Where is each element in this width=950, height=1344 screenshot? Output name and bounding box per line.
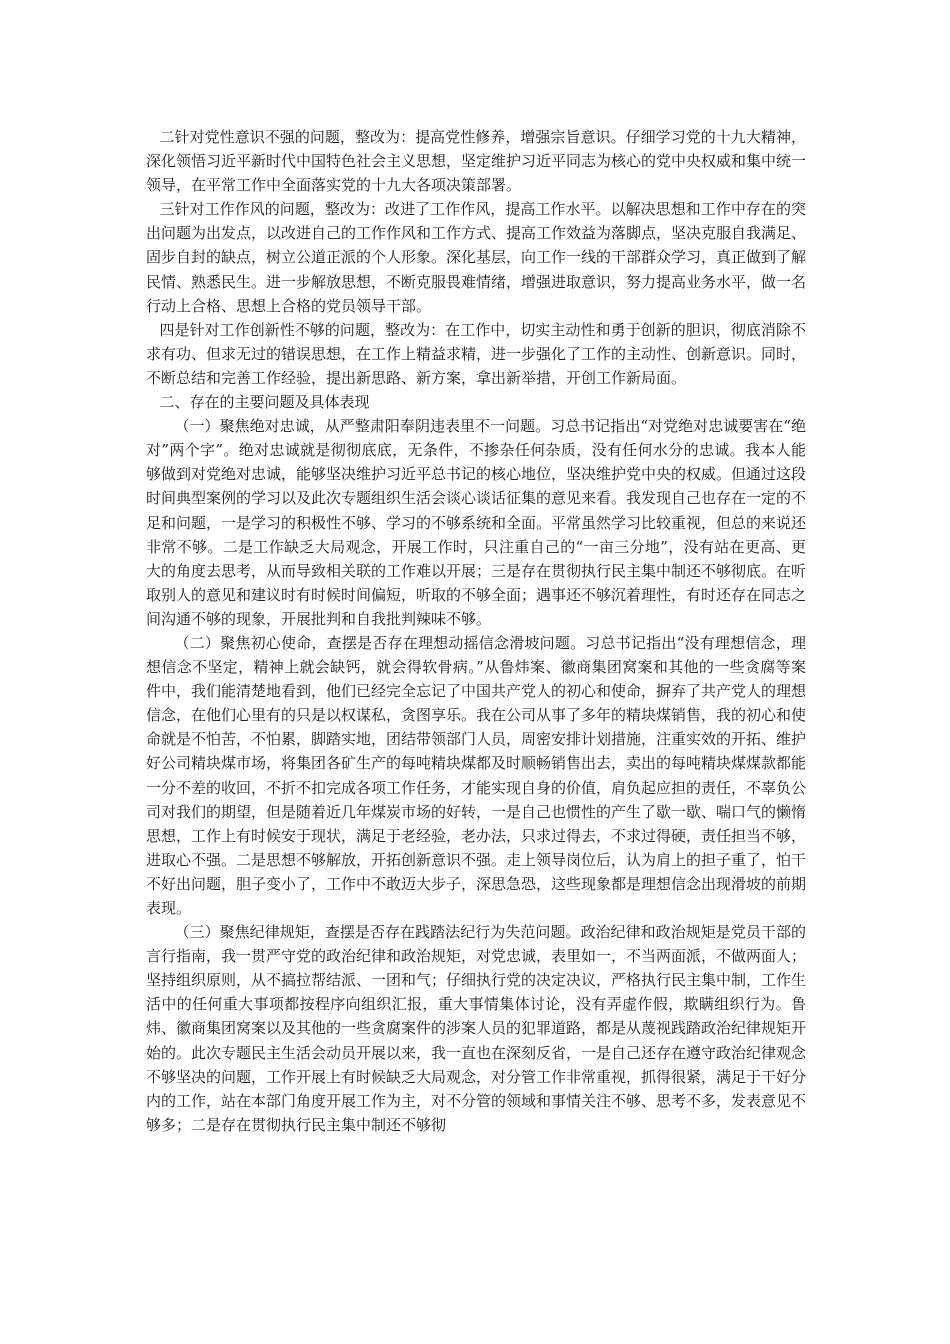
section-heading-main-problems: 二、存在的主要问题及具体表现 bbox=[159, 393, 370, 412]
paragraph-discipline-rules: （三）聚焦纪律规矩，查摆是否存在践踏法纪行为失范问题。政治纪律和政治规矩是党员干部的言行指南，我一贯严守党的政治纪律和政治规矩，对党忠诚，表里如一，不当两面派，不做两面人；坚持组织原则，从不搞拉帮结派、一团和气；仔细执行党的决定决议，严格执行民主集中制，工作生活中的任何重大事项都按程序向组织汇报，重大事情集体讨论，没有弄虚作假，欺瞒组织行为。鲁炜、徽商集团窝案以及其他的一些贪腐案件的涉案人员的犯罪道路，都是从蔑视践踏政治纪律规矩开始的。此次专题民主生活会动员开展以来，我一直也在深刻反省，一是自己还存在遵守政治纪律观念不够坚决的问题，工作开展上有时候缺乏大局观念，对分管工作非常重视，抓得很紧，满足于干好分内的工作，站在本部门角度开展工作为主，对不分管的领域和事情关注不够、思考不多，发表意见不够多；二是存在贯彻执行民主集中制还不够彻 bbox=[146, 923, 807, 1134]
paragraph-original-mission: （二）聚焦初心使命，查摆是否存在理想动摇信念滑坡问题。习总书记指出“没有理想信念，理想信念不坚定，精神上就会缺钙，就会得软骨病。”从鲁炜案、徽商集团窝案和其他的一些贪腐等案件中，我们能清楚地看到，他们已经完全忘记了中国共产党人的初心和使命，摒弃了共产党人的理想信念，在他们心里有的只是以权谋私，贪图享乐。我在公司从事了多年的精块煤销售，我的初心和使命就是不怕苦，不怕累，脚踏实地，团结带领部门人员，周密安排计划措施，注重实效的开拓、维护好公司精块煤市场，将集团各矿生产的每吨精块煤都及时顺畅销售出去，卖出的每吨精块煤煤款都能一分不差的收回，不折不扣完成各项工作任务，才能实现自身的价值，肩负起应担的责任，不辜负公司对我们的期望，但是随着近几年煤炭市场的好转，一是自己也惯性的产生了歇一歇、喘口气的懒惰思想，工作上有时候安于现状，满足于老经验，老办法，只求过得去，不求过得硬，责任担当不够，进取心不强。二是思想不够解放，开拓创新意识不强。走上领导岗位后，认为肩上的担子重了，怕干不好出问题，胆子变小了，工作中不敢迈大步子，深思急恐，这些现象都是理想信念出现滑坡的前期表现。 bbox=[146, 633, 807, 917]
document-page bbox=[146, 125, 806, 1137]
paragraph-rectification-innovation: 四是针对工作创新性不够的问题，整改为：在工作中，切实主动性和勇于创新的胆识，彻底消除不求有功、但求无过的错误思想，在工作上精益求精，进一步强化了工作的主动性、创新意识。同时，不断总结和完善工作经验，提出新思路、新方案，拿出新举措，开创工作新局面。 bbox=[146, 320, 807, 387]
paragraph-rectification-work-style: 三针对工作作风的问题，整改为：改进了工作作风，提高工作水平。以解决思想和工作中存在的突出问题为出发点，以改进自己的工作作风和工作方式、提高工作效益为落脚点，坚决克服自我满足、固步自封的缺点，树立公道正派的个人形象。深化基层，向工作一线的干部群众学习，真正做到了解民情、熟悉民生。进一步解放思想，不断克服畏难情绪，增强进取意识，努力提高业务水平，做一名行动上合格、思想上合格的党员领导干部。 bbox=[146, 200, 807, 315]
paragraph-absolute-loyalty: （一）聚焦绝对忠诚，从严整肃阳奉阴违表里不一问题。习总书记指出“对党绝对忠诚要害在“绝对”两个字”。绝对忠诚就是彻彻底底，无条件，不掺杂任何杂质，没有任何水分的忠诚。我本人能够做到对党绝对忠诚，能够坚决维护习近平总书记的核心地位，坚决维护党中央的权威。但通过这段时间典型案例的学习以及此次专题组织生活会谈心谈话征集的意见来看。我发现自己也存在一定的不足和问题，一是学习的积极性不够、学习的不够系统和全面。平常虽然学习比较重视，但总的来说还非常不够。二是工作缺乏大局观念，开展工作时，只注重自己的“一亩三分地”，没有站在更高、更大的角度去思考，从而导致相关联的工作难以开展；三是存在贯彻执行民主集中制还不够彻底。在听取别人的意见和建议时有时候时间偏短，听取的不够全面；遇事还不够沉着理性，有时还存在同志之间沟通不够的现象，开展批判和自我批判辣味不够。 bbox=[146, 417, 807, 628]
paragraph-rectification-party-spirit: 二针对党性意识不强的问题，整改为：提高党性修养，增强宗旨意识。仔细学习党的十九大精神，深化领悟习近平新时代中国特色社会主义思想，坚定维护习近平同志为核心的党中央权威和集中统一领导，在平常工作中全面落实党的十九大各项决策部署。 bbox=[146, 128, 807, 195]
